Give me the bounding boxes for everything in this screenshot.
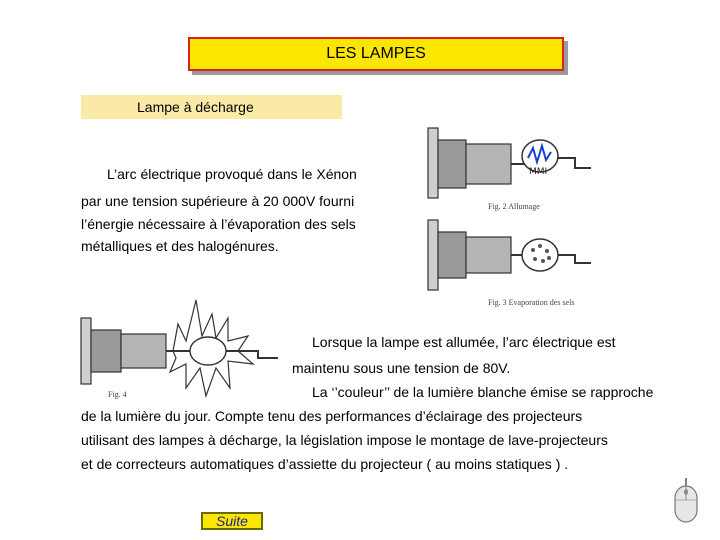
figure-4-lamp-on: [78, 296, 318, 401]
figure-2-caption: Fig. 2 Allumage: [488, 202, 540, 211]
paragraph2-line-6: et de correcteurs automatiques d’assiette du projecteur ( au moins statiques ) .: [81, 456, 569, 472]
paragraph2-line-5: utilisant des lampes à décharge, la législation impose le montage de lave-projecteurs: [81, 432, 608, 448]
paragraph2-line-3: La ‘’couleur’’ de la lumière blanche émise se rapproche: [312, 384, 654, 400]
figure-4-caption: Fig. 4: [108, 390, 127, 399]
paragraph2-line-2: maintenu sous une tension de 80V.: [292, 360, 511, 376]
paragraph1-line-4: métalliques et des halogénures.: [81, 238, 279, 254]
figure-2-allumage: [425, 118, 595, 213]
suite-button[interactable]: [201, 512, 263, 530]
paragraph2-line-4: de la lumière du jour. Compte tenu des performances d’éclairage des projecteurs: [81, 408, 583, 424]
svg-text:MMI: MMI: [529, 167, 548, 177]
page-title: [188, 37, 564, 71]
paragraph1-line-3: l’énergie nécessaire à l’évaporation des sels: [81, 216, 356, 232]
page-title-text: LES LAMPES: [326, 45, 426, 62]
paragraph2-line-1: Lorsque la lampe est allumée, l’arc électrique est: [312, 334, 616, 350]
mouse-icon[interactable]: [672, 476, 700, 524]
paragraph1-line-1: L’arc électrique provoqué dans le Xénon: [107, 166, 357, 182]
figure-3-evaporation: [425, 215, 595, 300]
section-subtitle: [81, 95, 342, 119]
figure-3-caption: Fig. 3 Evaporation des sels: [488, 298, 575, 307]
paragraph1-line-2: par une tension supérieure à 20 000V fourni: [81, 193, 355, 209]
suite-button-label: Suite: [216, 513, 248, 529]
section-subtitle-text: Lampe à décharge: [137, 99, 254, 115]
